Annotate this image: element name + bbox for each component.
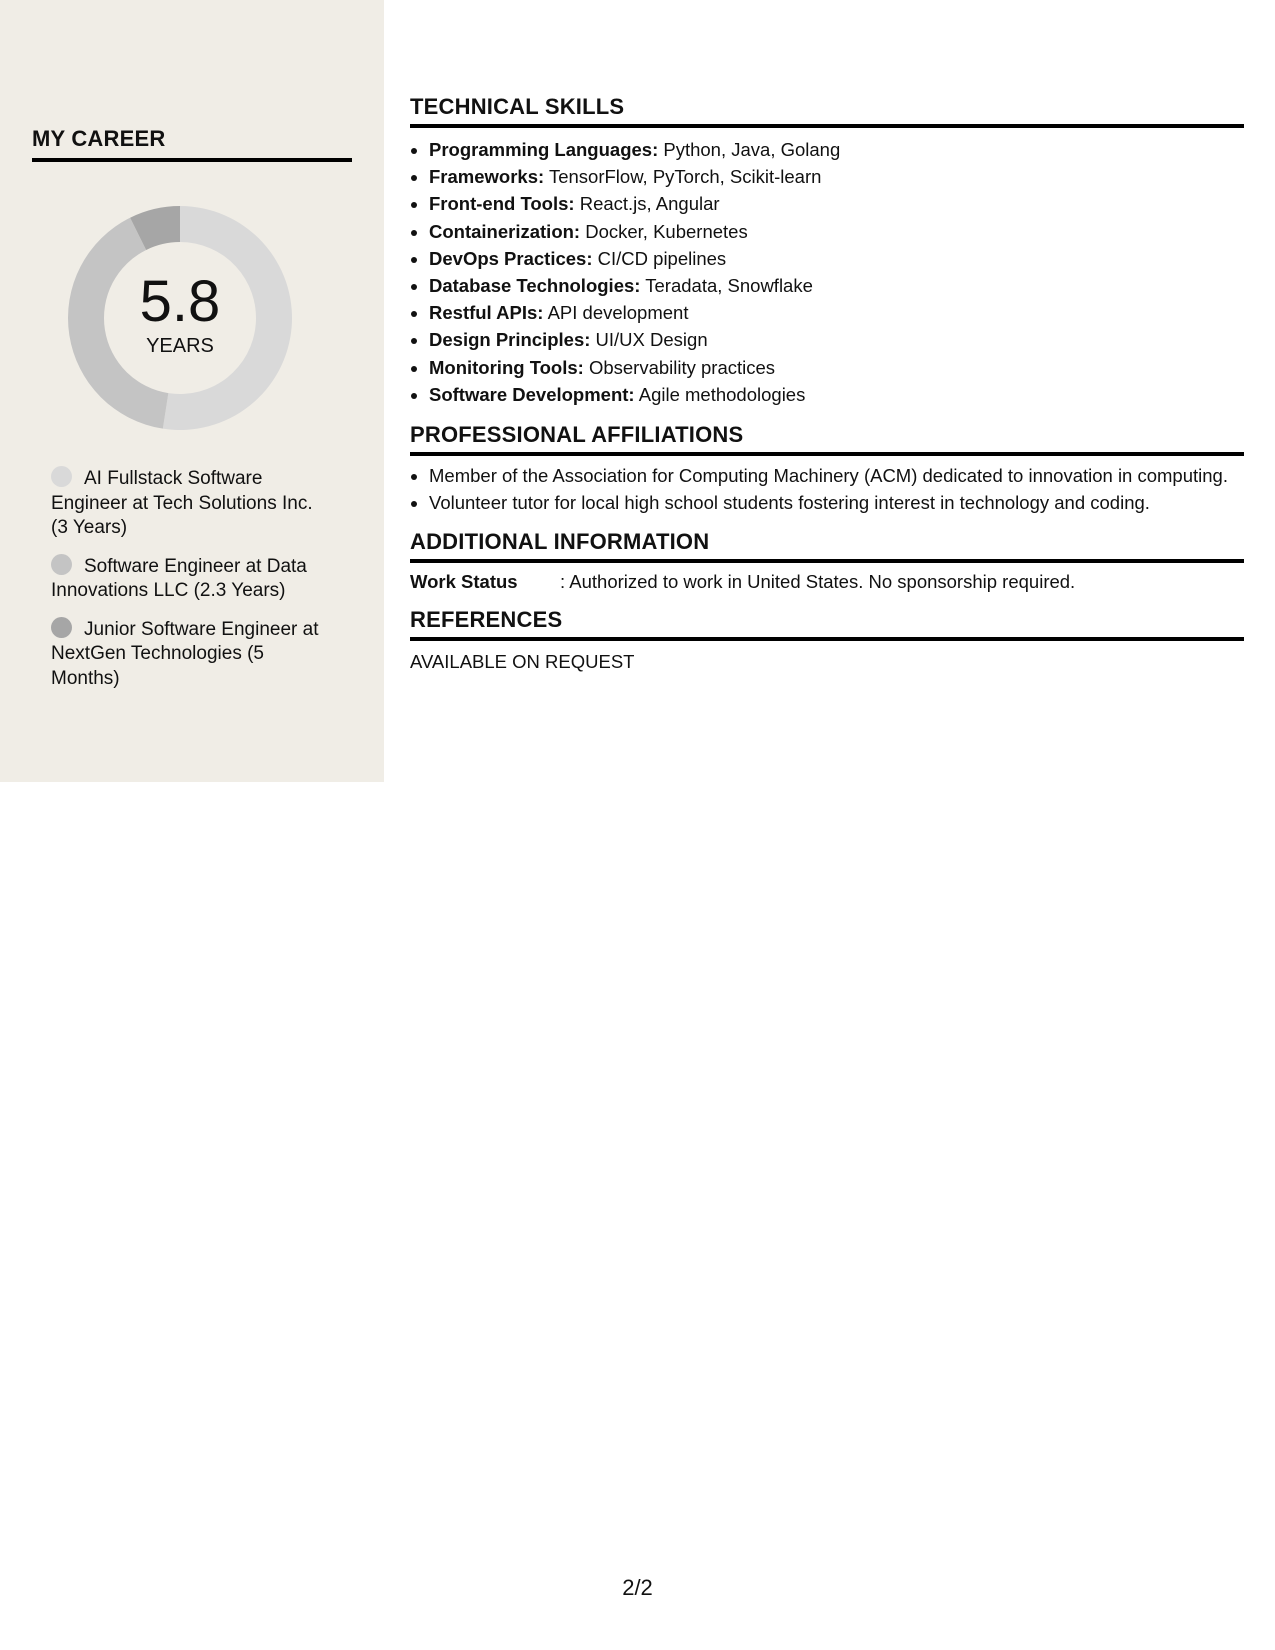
references-text: AVAILABLE ON REQUEST xyxy=(410,651,635,673)
skill-label: Design Principles: xyxy=(429,329,591,351)
skill-value: Docker, Kubernetes xyxy=(585,220,748,242)
main-content xyxy=(410,94,1244,687)
skill-label: Containerization: xyxy=(429,220,581,242)
affiliations-list xyxy=(410,464,1244,515)
skill-item xyxy=(429,299,1244,326)
skill-item xyxy=(429,190,1244,217)
technical-skills-list xyxy=(410,136,1244,408)
legend-item xyxy=(51,554,326,604)
legend-dot xyxy=(51,554,72,575)
skill-label: Restful APIs: xyxy=(429,302,544,324)
work-status-row xyxy=(410,571,1244,593)
references-section xyxy=(410,607,1244,673)
legend-label: Software Engineer at Data Innovations LLC (2.3 Years) xyxy=(51,555,307,601)
total-years-value: 5.8 xyxy=(139,268,221,334)
skill-value: UI/UX Design xyxy=(595,329,708,351)
legend-item xyxy=(51,617,326,692)
legend-label: AI Fullstack Software Engineer at Tech Solutions Inc. (3 Years) xyxy=(51,468,313,538)
skill-item xyxy=(429,163,1244,190)
skill-label: Frameworks: xyxy=(429,166,545,188)
page-number: 2/2 xyxy=(622,1575,653,1600)
skill-value: Observability practices xyxy=(588,356,776,378)
affiliations-title: PROFESSIONAL AFFILIATIONS xyxy=(410,422,1244,456)
skill-value: React.js, Angular xyxy=(579,193,720,215)
skill-item xyxy=(429,354,1244,381)
donut-center xyxy=(66,204,294,432)
skill-item xyxy=(429,218,1244,245)
career-heading: MY CAREER xyxy=(32,126,352,162)
additional-info-title: ADDITIONAL INFORMATION xyxy=(410,529,1244,563)
skill-label: Database Technologies: xyxy=(429,275,641,297)
skill-label: Front-end Tools: xyxy=(429,193,575,215)
skill-value: Agile methodologies xyxy=(638,383,806,405)
skill-item xyxy=(429,326,1244,353)
skill-label: Monitoring Tools: xyxy=(429,356,584,378)
skill-value: API development xyxy=(547,302,689,324)
total-years-label: YEARS xyxy=(146,334,214,357)
legend-item xyxy=(51,466,326,541)
skill-item xyxy=(429,272,1244,299)
technical-skills-title: TECHNICAL SKILLS xyxy=(410,94,1244,128)
skill-value: CI/CD pipelines xyxy=(597,247,727,269)
technical-skills-section xyxy=(410,94,1244,408)
skill-label: DevOps Practices: xyxy=(429,247,593,269)
skill-value: Python, Java, Golang xyxy=(663,139,841,160)
career-sidebar xyxy=(0,0,384,782)
affiliations-section xyxy=(410,422,1244,515)
work-status-label: Work Status xyxy=(410,571,518,593)
affiliation-item: • Volunteer tutor for local high school students fostering interest in technology and coding. xyxy=(429,491,1244,516)
skill-value: TensorFlow, PyTorch, Scikit-learn xyxy=(548,166,822,188)
skill-item xyxy=(429,136,1244,163)
skill-item xyxy=(429,381,1244,408)
legend-dot xyxy=(51,617,72,638)
legend-dot xyxy=(51,466,72,487)
skill-item xyxy=(429,245,1244,272)
skill-label: Software Development: xyxy=(429,383,635,405)
legend-label: Junior Software Engineer at NextGen Technologies (5 Months) xyxy=(51,618,319,689)
additional-info-section xyxy=(410,529,1244,593)
references-title: REFERENCES xyxy=(410,607,1244,641)
work-status-value: : Authorized to work in United States. No sponsorship required. xyxy=(560,571,1076,593)
skill-label: Programming Languages: xyxy=(429,139,659,160)
career-legend xyxy=(51,466,326,704)
skill-value: Teradata, Snowflake xyxy=(645,275,813,297)
affiliation-item: • Member of the Association for Computing Machinery (ACM) dedicated to innovation in computing. xyxy=(429,464,1244,489)
